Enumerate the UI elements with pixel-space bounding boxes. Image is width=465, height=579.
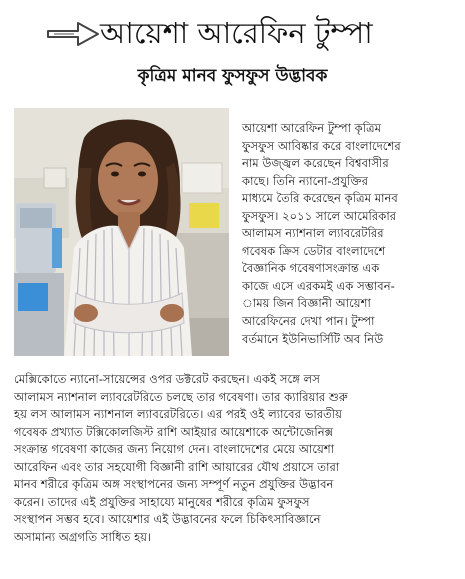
text-line: আলামস ন্যাশনাল ল্যাবরেটরির xyxy=(242,226,384,241)
text-line: ফুসফুস আবিষ্কার করে বাংলাদেশের xyxy=(242,138,401,153)
text-line: বর্তমানে ইউনিভার্সিটি অব নিউ xyxy=(242,331,384,346)
article-title: আয়েশা আরেফিন টুম্পা xyxy=(100,16,373,50)
text-line: মেক্সিকোতে ন্যানো-সায়েন্সের ওপর ডক্টরেট করছেন। একই সঙ্গে লস xyxy=(14,372,320,386)
text-line: গবেষক ক্রিস ডেটার বাংলাদেশে xyxy=(242,243,386,258)
text-line: কাজে এসে এরকমই এক সম্ভাবন- xyxy=(242,278,395,293)
text-line: নাম উজ্জ্বল করেছেন বিশ্ববাসীর xyxy=(242,156,389,171)
text-line: আয়েশা আরেফিন টুম্পা কৃত্রিম xyxy=(242,121,382,135)
text-line: গবেষক প্রখ্যাত টক্সিকোলজিস্ট রাশি আইয়ার আয়েশাকে অন্টোজেনিক্স xyxy=(14,424,334,439)
text-line: করেন। তাদের এই প্রযুক্তির সাহায্যে মানুষের শরীরে কৃত্রিম ফুসফুস xyxy=(14,494,310,509)
text-line: আরেফিনের দেখা পান। টুম্পা xyxy=(242,314,375,329)
text-line: কাছে। তিনি ন্যানো-প্রযুক্তির xyxy=(242,173,368,188)
text-line: ফুসফুস। ২০১১ সালে আমেরিকার xyxy=(242,208,397,223)
text-line: আরেফিন এবং তার সহযোগী বিজ্ঞানী রাশি আয়ারের যৌথ প্রয়াসে তারা xyxy=(14,459,340,474)
article-header xyxy=(44,12,454,54)
article-paragraph-full xyxy=(14,371,454,546)
portrait-illustration xyxy=(14,108,229,356)
article-paragraph-right xyxy=(242,120,457,348)
text-line: হয় লস আলামস ন্যাশনাল ল্যাবরেটরিতে। এর পরই ওই ল্যাবের ভারতীয় xyxy=(14,407,342,422)
text-line: মানব শরীরে কৃত্রিম অঙ্গ সংস্থাপনের জন্য সম্পূর্ণ নতুন প্রযুক্তির উদ্ভাবন xyxy=(14,477,334,492)
text-line: আলামস ন্যাশনাল ল্যাবরেটরিতে চলছে তার গবেষণা। তার ক্যারিয়ার শুরু xyxy=(14,389,348,404)
arrow-right-icon xyxy=(44,18,104,50)
text-line: সংক্রান্ত গবেষণা কাজের জন্য নিয়োগ দেন। বাংলাদেশের মেয়ে আয়েশা xyxy=(14,442,335,457)
text-line: াময় জিন বিজ্ঞানী আয়েশা xyxy=(242,296,371,311)
text-line: অসামান্য অগ্রগতি সাধিত হয়। xyxy=(14,529,152,544)
text-line: বৈজ্ঞানিক গবেষণাসংক্রান্ত এক xyxy=(242,261,380,276)
text-line: মাধ্যমে তৈরি করেছেন কৃত্রিম মানব xyxy=(242,191,398,206)
portrait-photo xyxy=(14,108,229,356)
text-line: সংস্থাপন সম্ভব হবে। আয়েশার এই উদ্ভাবনের ফলে চিকিৎসাবিজ্ঞানে xyxy=(14,512,321,527)
article-subtitle: কৃত্রিম মানব ফুসফুস উদ্ভাবক xyxy=(137,66,328,86)
